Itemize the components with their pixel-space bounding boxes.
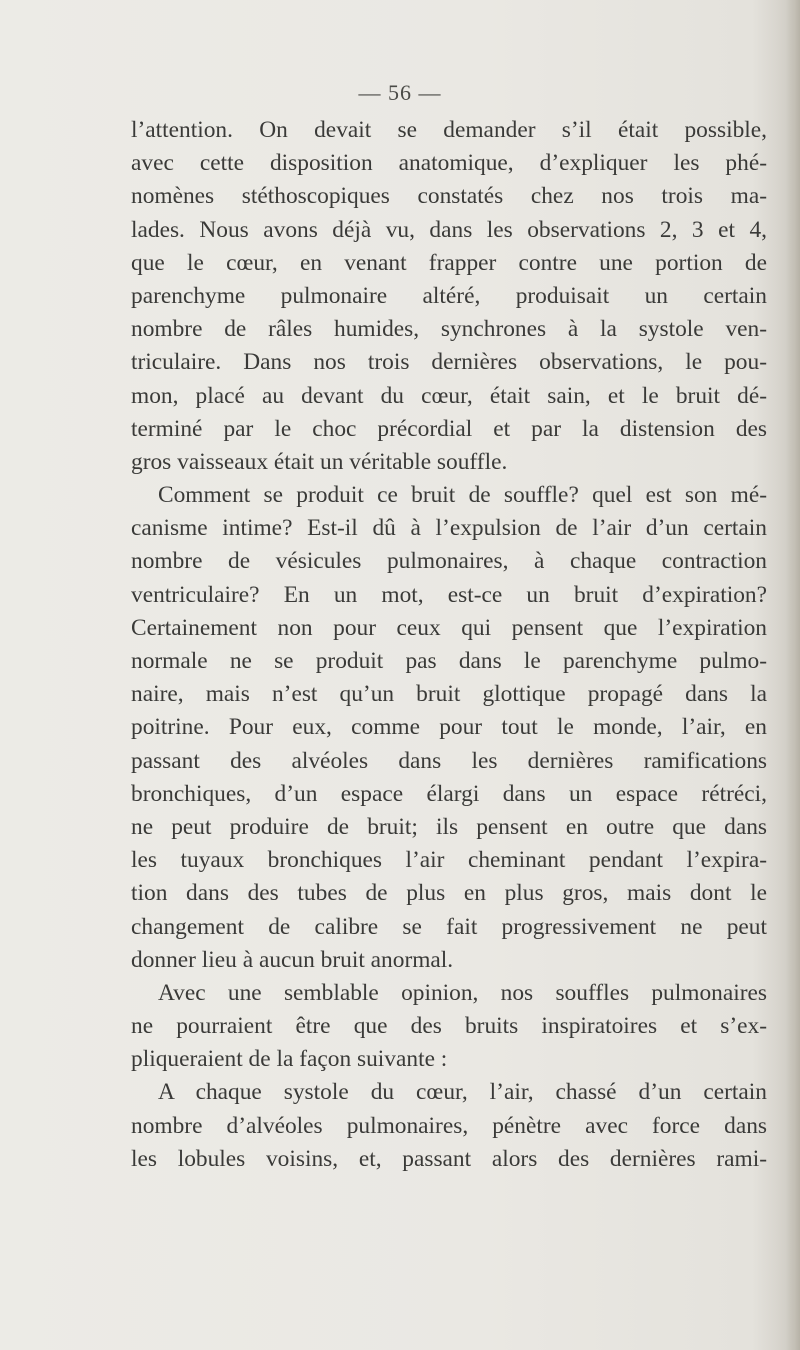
text-line: Certainement non pour ceux qui pensent que l’expiration (131, 614, 767, 641)
text-line: les lobules voisins, et, passant alors des dernières rami- (131, 1145, 767, 1172)
text-line: les tuyaux bronchiques l’air cheminant pendant l’expira- (131, 847, 767, 874)
text-line: nomènes stéthoscopiques constatés chez nos trois ma- (131, 183, 767, 210)
text-line: lades. Nous avons déjà vu, dans les observations 2, 3 et 4, (131, 216, 767, 243)
text-line: avec cette disposition anatomique, d’expliquer les phé- (131, 150, 767, 177)
text-line: normale ne se produit pas dans le parenchyme pulmo- (131, 648, 767, 674)
text-line: bronchiques, d’un espace élargi dans un espace rétréci, (131, 780, 767, 807)
text-line: que le cœur, en venant frapper contre une portion de (131, 249, 767, 276)
body-text (131, 114, 767, 1176)
text-line: terminé par le choc précordial et par la distension des (131, 415, 767, 442)
page-edge-shadow (786, 0, 800, 1350)
text-line: tion dans des tubes de plus en plus gros, mais dont le (131, 880, 767, 907)
text-line: ne pourraient être que des bruits inspiratoires et s’ex- (131, 1013, 767, 1040)
text-line: nombre de vésicules pulmonaires, à chaque contraction (131, 548, 767, 575)
page-number: — 56 — (358, 80, 442, 105)
text-line: passant des alvéoles dans les dernières ramifications (131, 747, 767, 774)
text-line: poitrine. Pour eux, comme pour tout le monde, l’air, en (131, 714, 767, 741)
text-line: l’attention. On devait se demander s’il était possible, (131, 117, 767, 143)
text-line: pliqueraient de la façon suivante : (131, 1046, 448, 1073)
text-line: triculaire. Dans nos trois dernières observations, le pou- (131, 349, 767, 376)
text-line: A chaque systole du cœur, l’air, chassé d’un certain (158, 1079, 767, 1106)
text-line: canisme intime? Est-il dû à l’expulsion de l’air d’un certain (131, 515, 767, 542)
text-line: nombre d’alvéoles pulmonaires, pénètre avec force dans (131, 1112, 767, 1139)
text-line: mon, placé au devant du cœur, était sain, et le bruit dé- (131, 382, 767, 409)
text-line: changement de calibre se fait progressivement ne peut (131, 913, 767, 940)
text-line: nombre de râles humides, synchrones à la systole ven- (131, 316, 767, 343)
text-line: naire, mais n’est qu’un bruit glottique propagé dans la (131, 681, 767, 708)
text-line: ne peut produire de bruit; ils pensent en outre que dans (131, 813, 767, 840)
text-line: Comment se produit ce bruit de souffle? quel est son mé- (158, 482, 767, 509)
text-line: parenchyme pulmonaire altéré, produisait un certain (131, 282, 767, 309)
text-line: Avec une semblable opinion, nos souffles pulmonaires (158, 979, 767, 1006)
text-line: donner lieu à aucun bruit anormal. (131, 946, 454, 973)
text-line: gros vaisseaux était un véritable souffle. (131, 448, 508, 475)
text-line: ventriculaire? En un mot, est-ce un bruit d’expiration? (131, 581, 767, 608)
